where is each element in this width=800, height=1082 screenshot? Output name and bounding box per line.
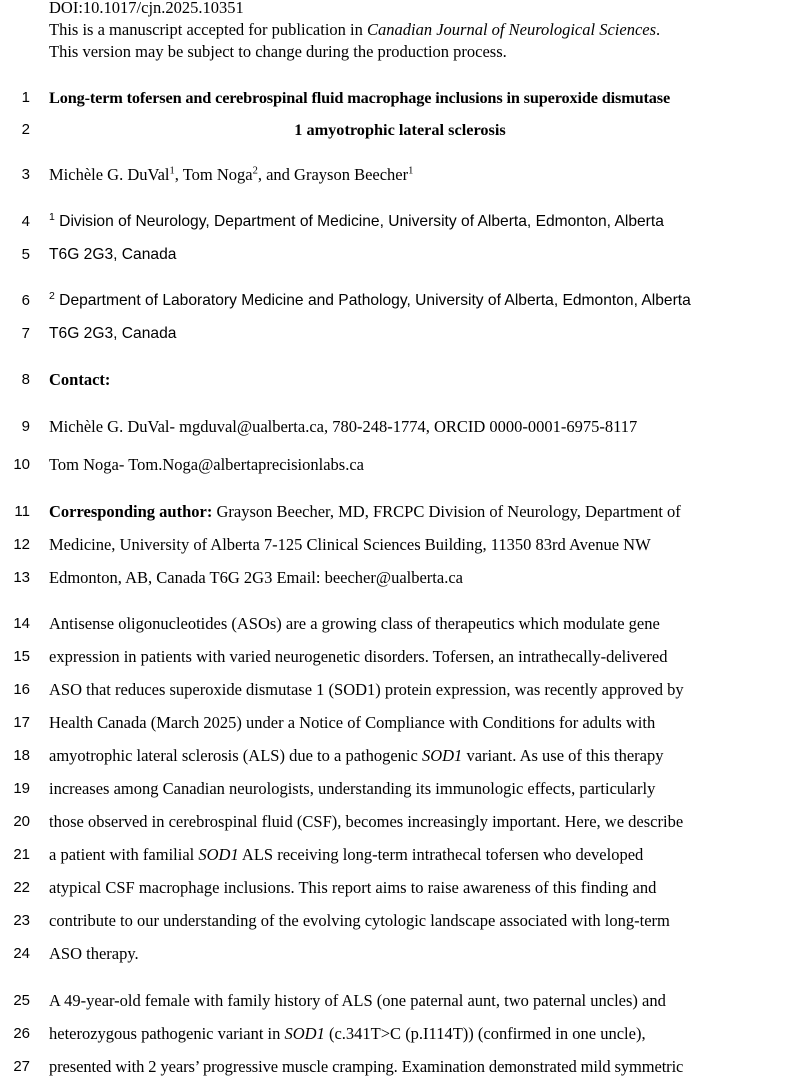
- line-number: 4: [21, 213, 30, 230]
- line-number: 6: [21, 292, 30, 309]
- line-number: 7: [21, 325, 30, 342]
- affiliation-1-cont: T6G 2G3, Canada: [49, 246, 177, 263]
- text-line: A 49-year-old female with family history of ALS (one paternal aunt, two paternal uncles) and: [49, 991, 666, 1010]
- text-line: presented with 2 years’ progressive muscle cramping. Examination demonstrated mild symmetric: [49, 1057, 684, 1076]
- text-line: those observed in cerebrospinal fluid (CSF), becomes increasingly important. Here, we describe: [49, 812, 684, 831]
- contact-heading: Contact:: [49, 370, 111, 389]
- line-number: 27: [13, 1058, 30, 1075]
- text-line: expression in patients with varied neurogenetic disorders. Tofersen, an intrathecally-delivered: [49, 647, 668, 666]
- line-number: 21: [13, 846, 30, 863]
- text-line: contribute to our understanding of the evolving cytologic landscape associated with long-term: [49, 911, 670, 930]
- affiliation-2-cont: T6G 2G3, Canada: [49, 325, 177, 342]
- text-line: Antisense oligonucleotides (ASOs) are a growing class of therapeutics which modulate gene: [49, 614, 660, 633]
- line-number: 22: [13, 879, 30, 896]
- author-list: Michèle G. DuVal$^1$, Tom Noga$^2$, and Grayson Beecher$^1$: [49, 165, 414, 184]
- title-line-1: Long-term tofersen and cerebrospinal fluid macrophage inclusions in superoxide dismutase: [49, 88, 671, 107]
- corresponding-label: Corresponding author:: [49, 502, 213, 521]
- text-line: heterozygous pathogenic variant in SOD1 (c.341T>C (p.I114T)) (confirmed in one uncle),: [49, 1024, 646, 1043]
- line-number: 18: [13, 747, 30, 764]
- affiliation-1: $^1$ Division of Neurology, Department of Medicine, University of Alberta, Edmonton, Alberta: [49, 210, 664, 230]
- line-number: 8: [21, 371, 30, 388]
- line-number: 20: [13, 813, 30, 830]
- affiliation-2: $^2$ Department of Laboratory Medicine and Pathology, University of Alberta, Edmonton, Alberta: [49, 289, 691, 309]
- text-line: ASO therapy.: [49, 944, 139, 963]
- line-number: 10: [13, 456, 30, 473]
- line-number: 12: [13, 536, 30, 553]
- journal-name: Canadian Journal of Neurological Sciences: [367, 20, 657, 39]
- text-line: a patient with familial SOD1 ALS receiving long-term intrathecal tofersen who developed: [49, 845, 644, 864]
- line-number: 25: [13, 992, 30, 1009]
- line-number: 15: [13, 648, 30, 665]
- line-number: 24: [13, 945, 30, 962]
- text-line: Health Canada (March 2025) under a Notice of Compliance with Conditions for adults with: [49, 713, 656, 732]
- contact-noga: Tom Noga- Tom.Noga@albertaprecisionlabs.ca: [49, 455, 364, 474]
- line-number: 9: [21, 418, 30, 435]
- line-number: 1: [21, 89, 30, 106]
- corresponding-email: Edmonton, AB, Canada T6G 2G3 Email: beecher@ualberta.ca: [49, 568, 463, 587]
- line-number: 19: [13, 780, 30, 797]
- contact-duval: Michèle G. DuVal- mgduval@ualberta.ca, 780-248-1774, ORCID 0000-0001-6975-8117: [49, 417, 638, 436]
- line-number: 17: [13, 714, 30, 731]
- line-number: 23: [13, 912, 30, 929]
- line-number: 5: [21, 246, 30, 263]
- title-line-2: 1 amyotrophic lateral sclerosis: [294, 120, 506, 139]
- text-line: increases among Canadian neurologists, understanding its immunologic effects, particularly: [49, 779, 656, 798]
- line-number: 11: [14, 503, 30, 520]
- text-line: ASO that reduces superoxide dismutase 1 (SOD1) protein expression, was recently approved by: [49, 680, 684, 699]
- text-line: amyotrophic lateral sclerosis (ALS) due to a pathogenic SOD1 variant. As use of this therapy: [49, 746, 664, 765]
- production-notice: This version may be subject to change during the production process.: [49, 42, 507, 61]
- corresponding-address: Medicine, University of Alberta 7-125 Clinical Sciences Building, 11350 83rd Avenue NW: [49, 535, 651, 554]
- line-number: 26: [13, 1025, 30, 1042]
- line-number: 14: [13, 615, 30, 632]
- corresponding-author: Corresponding author: Grayson Beecher, MD, FRCPC Division of Neurology, Department of: [49, 502, 681, 521]
- line-number: 16: [13, 681, 30, 698]
- line-number: 3: [21, 166, 30, 183]
- doi: DOI:10.1017/cjn.2025.10351: [49, 0, 244, 17]
- line-number: 2: [21, 121, 30, 138]
- accepted-notice: This is a manuscript accepted for publication in Canadian Journal of Neurological Sciences.: [49, 20, 661, 39]
- text-line: atypical CSF macrophage inclusions. This report aims to raise awareness of this finding and: [49, 878, 657, 897]
- line-number: 13: [13, 569, 30, 586]
